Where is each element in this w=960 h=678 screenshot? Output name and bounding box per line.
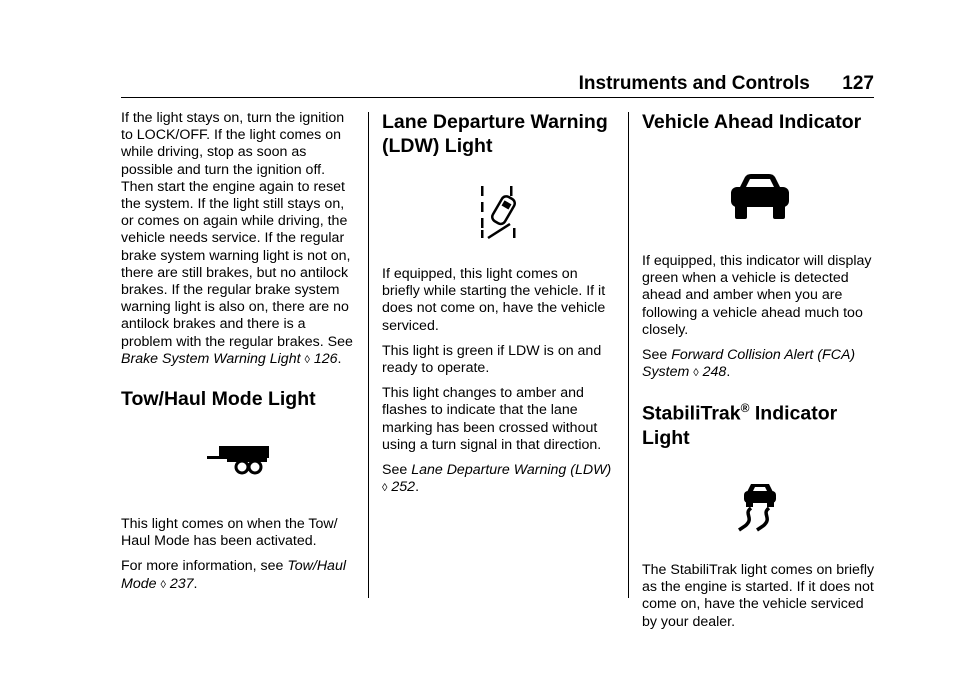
column-3 bbox=[642, 110, 878, 639]
page-header bbox=[121, 73, 874, 95]
section-title: Instruments and Controls bbox=[578, 73, 810, 94]
tow-haul-figure bbox=[121, 412, 357, 516]
page-ref-icon: ◊ bbox=[304, 353, 310, 366]
page-ref-icon: ◊ bbox=[382, 482, 388, 495]
page-number: 127 bbox=[842, 73, 874, 94]
vehicle-ahead-icon bbox=[729, 173, 791, 221]
stabilitrak-figure bbox=[642, 450, 878, 562]
paragraph: This light changes to amber and flashes to indicate that the lane marking has been crossed without using a turn signal in that direction. bbox=[382, 385, 602, 453]
lane-departure-icon bbox=[478, 184, 522, 240]
paragraph: If equipped, this light comes on briefly while starting the vehicle. If it does not come on, have the vehicle serviced. bbox=[382, 266, 606, 334]
section-heading: Vehicle Ahead Indicator bbox=[642, 111, 862, 133]
lane-departure-figure bbox=[382, 158, 618, 266]
paragraph: If equipped, this indicator will display green when a vehicle is detected ahead and amber when you are following a vehicle ahead much too closely. bbox=[642, 253, 872, 338]
vehicle-ahead-figure bbox=[642, 135, 878, 253]
cross-reference-link[interactable]: Lane Departure Warning (LDW) ◊ 252 bbox=[382, 462, 612, 496]
paragraph: The StabiliTrak light comes on briefly as the engine is started. If it does not come on, have the vehicle serviced by your dealer. bbox=[642, 561, 875, 630]
header-rule bbox=[121, 97, 874, 98]
paragraph: For more information, see Tow/Haul Mode ◊ 237. bbox=[121, 558, 346, 592]
paragraph: If the light stays on, turn the ignition to LOCK/OFF. If the light comes on while driving, stop as soon as possible and turn the ignition off. Then start the engine again to reset the system. If the light still stays on, or comes on again while driving, the vehicle needs service. If the regular brake system warning light is not on, there are still brakes, but no antilock brakes. If the regular brake system warning light is also on, there are no antilock brakes and there is a problem with the regular brakes. See Brake System Warning Light ◊ 126. bbox=[121, 110, 353, 367]
paragraph: See Lane Departure Warning (LDW) ◊ 252. bbox=[382, 462, 612, 496]
cross-reference-link[interactable]: Forward Collision Alert (FCA) System ◊ 248 bbox=[642, 347, 856, 381]
section-heading: Lane Departure Warning (LDW) Light bbox=[382, 111, 608, 157]
paragraph: This light comes on when the Tow/ Haul Mode has been activated. bbox=[121, 516, 338, 550]
column-1 bbox=[121, 110, 357, 602]
column-2 bbox=[382, 110, 618, 505]
page-ref-icon: ◊ bbox=[160, 578, 166, 591]
column-divider bbox=[628, 112, 629, 598]
section-heading: Tow/Haul Mode Light bbox=[121, 388, 316, 411]
section-heading: StabiliTrak® Indicator Light bbox=[642, 401, 838, 449]
page-ref-icon: ◊ bbox=[693, 367, 699, 380]
paragraph: This light is green if LDW is on and ready to operate. bbox=[382, 342, 602, 377]
column-divider bbox=[368, 112, 369, 598]
paragraph: See Forward Collision Alert (FCA) System ◊ 248. bbox=[642, 347, 856, 381]
tow-haul-trailer-icon bbox=[207, 444, 271, 476]
cross-reference-link[interactable]: Tow/Haul Mode ◊ 237 bbox=[121, 558, 346, 592]
cross-reference-link[interactable]: Brake System Warning Light ◊ 126 bbox=[121, 350, 338, 367]
stabilitrak-skid-icon bbox=[735, 482, 785, 532]
